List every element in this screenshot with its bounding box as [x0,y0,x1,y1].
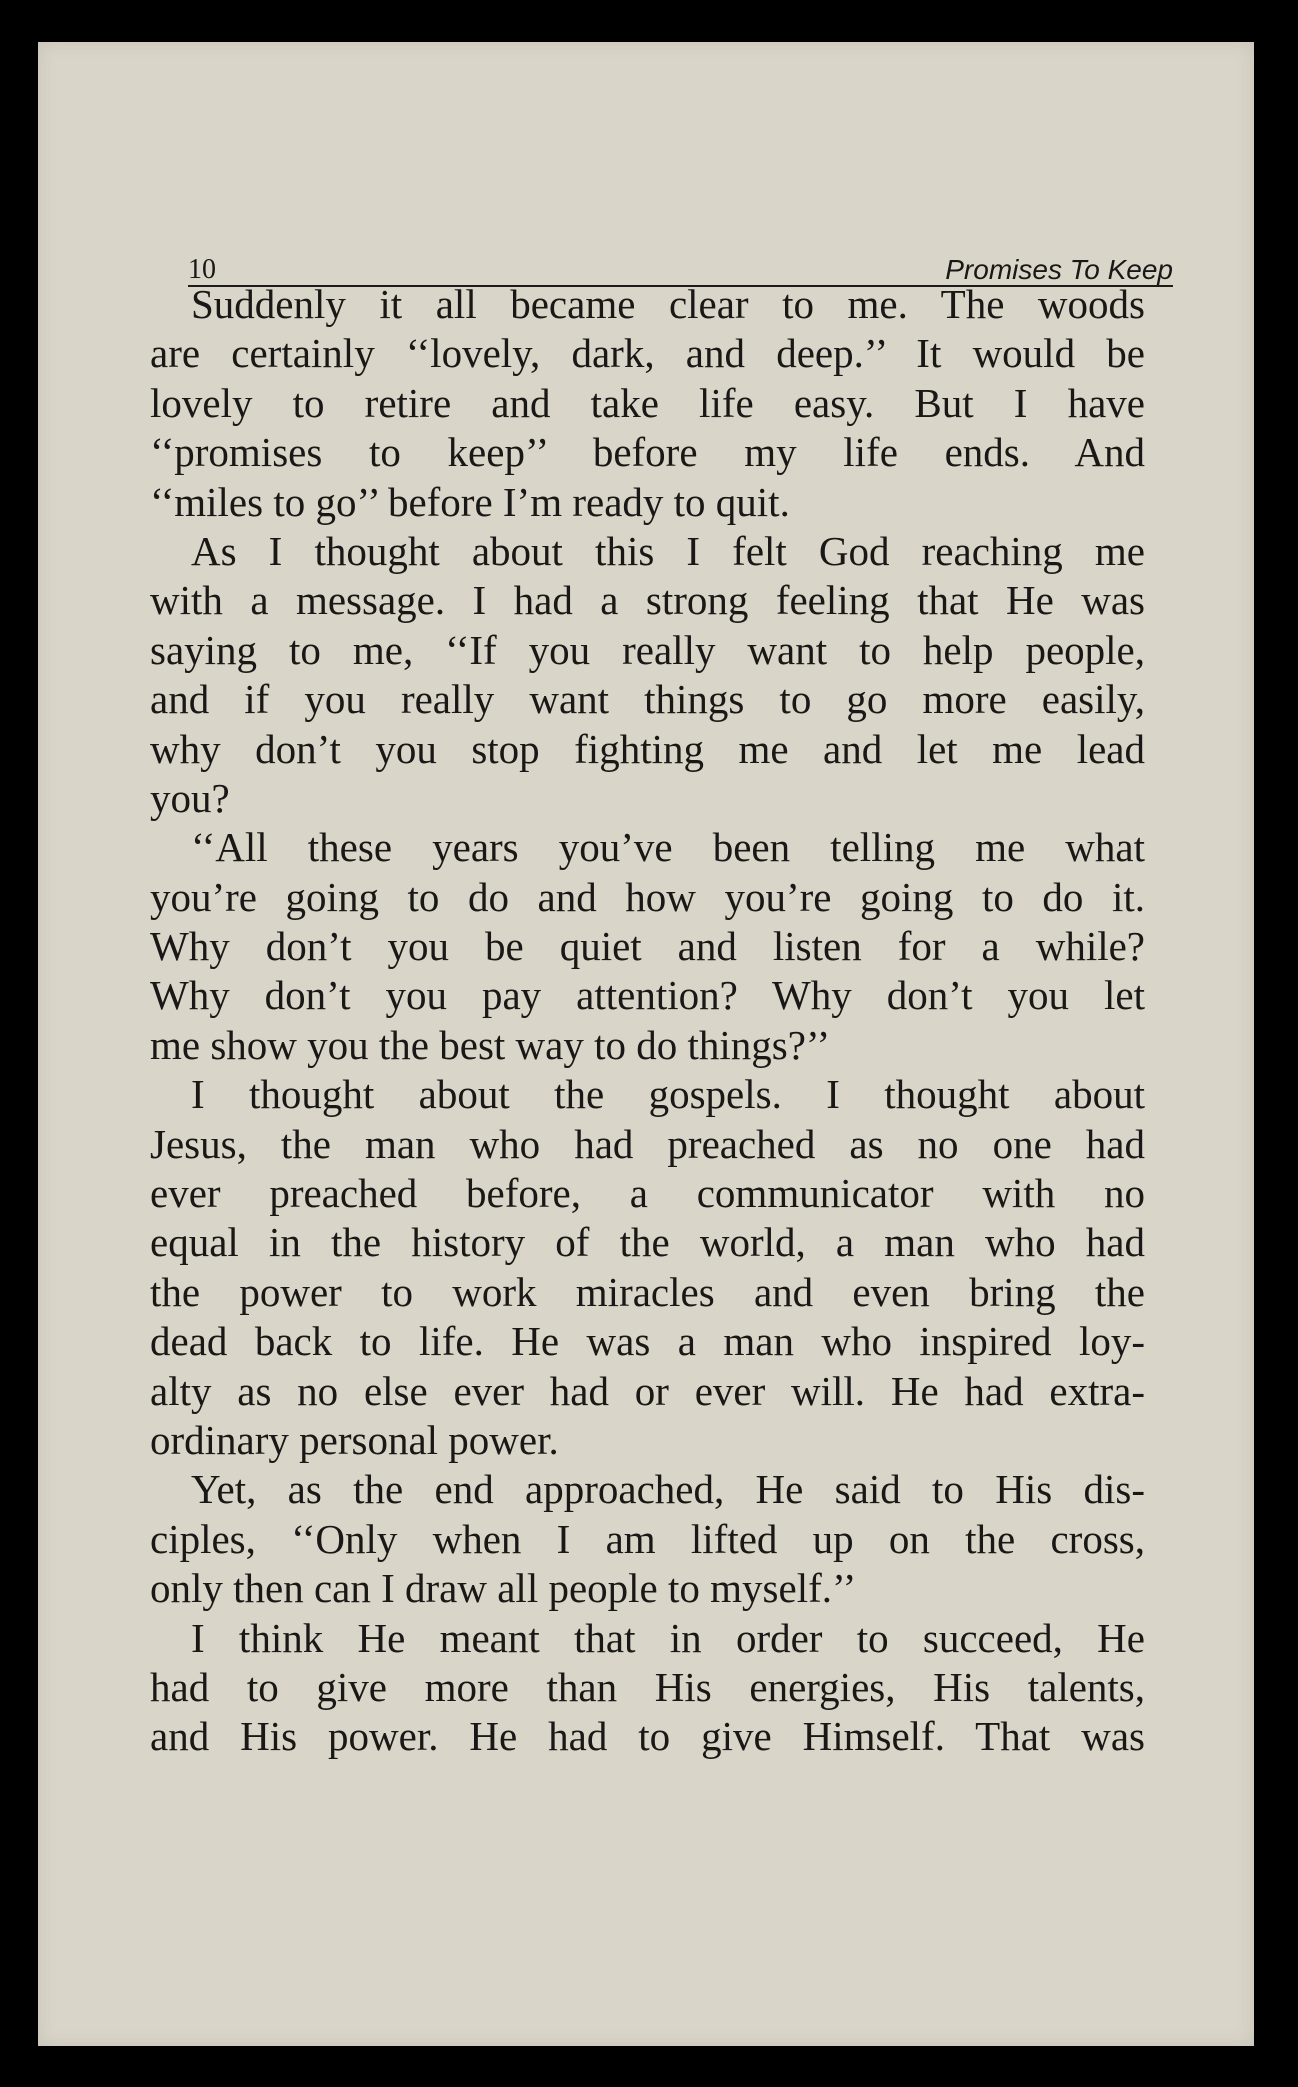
running-head [188,207,1173,287]
text-line: dead back to life. He was a man who inspired loy- [150,1318,1145,1365]
text-line: Jesus, the man who had preached as no one had [150,1120,1145,1167]
text-line: and if you really want things to go more easily, [150,676,1145,723]
text-line: and His power. He had to give Himself. That was [150,1713,1145,1760]
text-line: Suddenly it all became clear to me. The woods [191,281,1145,327]
text-line: ‘‘promises to keep’’ before my life ends. And [150,429,1145,476]
body-text [150,280,1145,1762]
text-line: had to give more than His energies, His talents, [150,1663,1145,1710]
text-line: lovely to retire and take life easy. But I have [150,379,1145,426]
text-line: ordinary personal power. [150,1416,559,1463]
text-line: Why don’t you be quiet and listen for a while? [150,923,1145,970]
text-line: the power to work miracles and even bring the [150,1268,1145,1315]
text-line: saying to me, ‘‘If you really want to help people, [150,626,1145,673]
running-title: Promises To Keep [945,254,1173,285]
page-number: 10 [188,254,216,285]
text-line: ‘‘miles to go’’ before I’m ready to quit. [150,478,790,525]
text-line: are certainly ‘‘lovely, dark, and deep.’’ It would be [150,330,1145,377]
text-line: As I thought about this I felt God reaching me [191,527,1145,574]
text-line: ciples, ‘‘Only when I am lifted up on the cross, [150,1515,1145,1562]
text-line: I thought about the gospels. I thought about [191,1071,1145,1118]
text-line: you’re going to do and how you’re going to do it. [150,873,1145,920]
text-line: why don’t you stop fighting me and let me lead [150,725,1145,772]
text-line: me show you the best way to do things?’’ [150,1021,831,1068]
text-line: Yet, as the end approached, He said to His dis- [191,1466,1145,1513]
text-line: with a message. I had a strong feeling that He was [150,577,1145,624]
text-line: only then can I draw all people to myself.’’ [150,1565,857,1612]
text-line: alty as no else ever had or ever will. He had extra- [150,1367,1145,1414]
text-line: equal in the history of the world, a man who had [150,1219,1145,1266]
text-line: you? [150,774,230,821]
text-line: ‘‘All these years you’ve been telling me what [191,824,1145,871]
text-line: ever preached before, a communicator with no [150,1170,1145,1217]
text-line: Why don’t you pay attention? Why don’t you let [150,972,1145,1019]
text-line: I think He meant that in order to succeed, He [191,1614,1145,1661]
